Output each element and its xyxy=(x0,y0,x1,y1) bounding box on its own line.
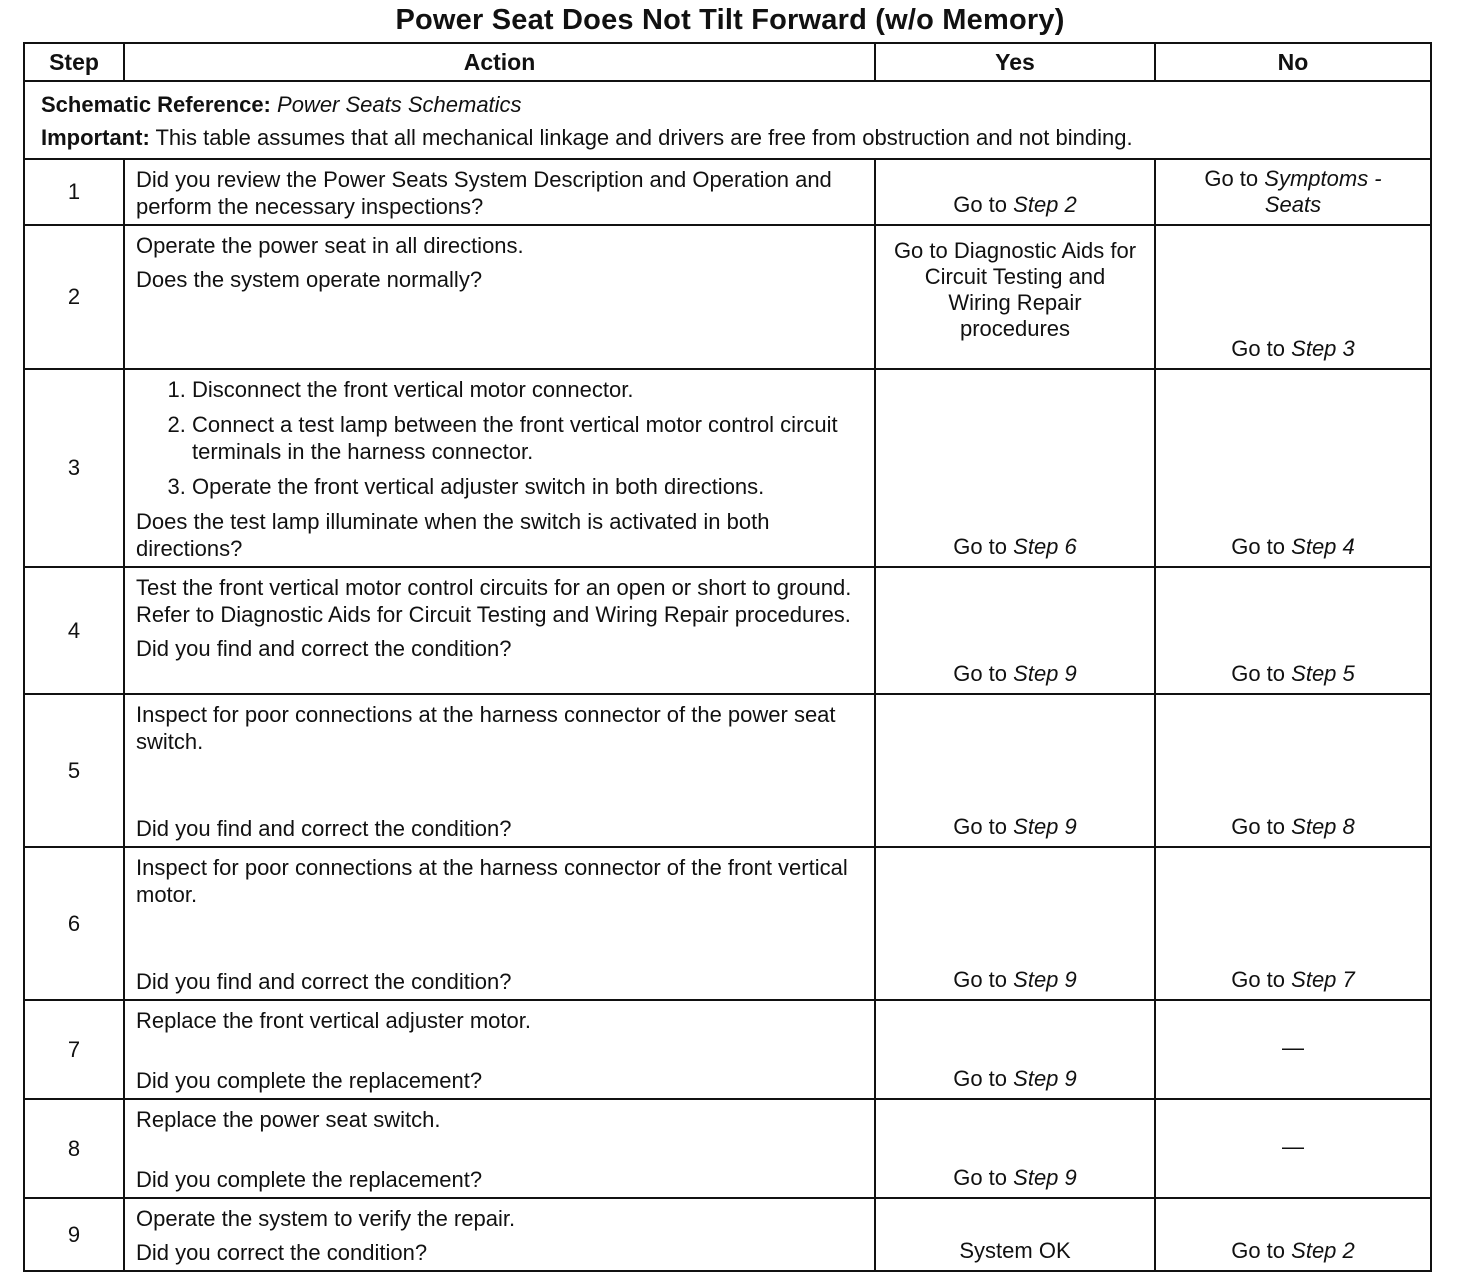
action-wrap xyxy=(136,1007,864,1094)
action-wrap xyxy=(136,854,864,995)
yes-link[interactable]: Step 6 xyxy=(1013,534,1077,559)
no-link[interactable]: Step 8 xyxy=(1291,814,1355,839)
no-cell xyxy=(1155,159,1431,225)
no-prefix: Go to xyxy=(1204,166,1259,191)
no-cell xyxy=(1155,369,1431,567)
step-number: 7 xyxy=(24,1000,124,1099)
action-question: Does the system operate normally? xyxy=(136,267,483,292)
action-question: Did you complete the replacement? xyxy=(136,1068,483,1093)
yes-cell xyxy=(875,225,1155,369)
action-text: Replace the power seat switch. xyxy=(136,1107,441,1132)
table-row xyxy=(24,225,1431,369)
action-cell xyxy=(124,567,875,694)
yes-prefix: Go to xyxy=(953,1165,1008,1190)
yes-cell xyxy=(875,1198,1155,1271)
table-row xyxy=(24,369,1431,567)
no-link[interactable]: Symptoms - Seats xyxy=(1264,166,1382,217)
yes-cell xyxy=(875,847,1155,1000)
list-item: 1. Disconnect the front vertical motor connector. xyxy=(192,376,864,403)
action-cell xyxy=(124,159,875,225)
action-text: Test the front vertical motor control circuits for an open or short to ground. Refer to Diagnostic Aids for Circuit Testing and Wiring Repair procedures. xyxy=(136,575,852,627)
action-question: Did you find and correct the condition? xyxy=(136,816,512,841)
table-row xyxy=(24,1099,1431,1198)
action-wrap xyxy=(136,1106,864,1193)
info-row xyxy=(24,81,1431,159)
yes-link[interactable]: Step 9 xyxy=(1013,661,1077,686)
no-header: No xyxy=(1155,43,1431,81)
info-cell xyxy=(24,81,1431,159)
no-link[interactable]: Step 2 xyxy=(1291,1238,1355,1263)
action-cell xyxy=(124,1099,875,1198)
schematic-label: Schematic Reference: xyxy=(41,92,271,117)
no-link[interactable]: Step 5 xyxy=(1291,661,1355,686)
yes-link[interactable]: Step 2 xyxy=(1013,192,1077,217)
no-cell xyxy=(1155,1000,1431,1099)
action-text: Inspect for poor connections at the harness connector of the front vertical motor. xyxy=(136,855,848,907)
list-item: 3. Operate the front vertical adjuster switch in both directions. xyxy=(192,473,864,500)
step-number: 9 xyxy=(24,1198,124,1271)
important-note xyxy=(41,121,1414,154)
table-row xyxy=(24,694,1431,847)
no-cell xyxy=(1155,567,1431,694)
action-text: Replace the front vertical adjuster motor. xyxy=(136,1008,531,1033)
no-prefix: Go to xyxy=(1231,814,1286,839)
action-text: Operate the system to verify the repair. xyxy=(136,1206,516,1231)
table-row xyxy=(24,847,1431,1000)
yes-cell xyxy=(875,567,1155,694)
step-number: 2 xyxy=(24,225,124,369)
page-title: Power Seat Does Not Tilt Forward (w/o Memory) xyxy=(395,4,1065,36)
important-label: Important: xyxy=(41,125,150,150)
action-text: Inspect for poor connections at the harness connector of the power seat switch. xyxy=(136,702,836,754)
yes-prefix: Go to xyxy=(953,534,1008,559)
action-question: Did you correct the condition? xyxy=(136,1240,428,1265)
no-prefix: Go to xyxy=(1231,1238,1286,1263)
step-number: 4 xyxy=(24,567,124,694)
schematic-reference xyxy=(41,88,1414,121)
yes-header: Yes xyxy=(875,43,1155,81)
no-prefix: Go to xyxy=(1231,967,1286,992)
yes-link[interactable]: Go to Diagnostic Aids for Circuit Testing and Wiring Repair procedures xyxy=(893,238,1137,341)
yes-prefix: Go to xyxy=(953,814,1008,839)
action-cell xyxy=(124,847,875,1000)
table-row xyxy=(24,1198,1431,1271)
table-row xyxy=(24,1000,1431,1099)
yes-prefix: Go to xyxy=(953,967,1008,992)
step-number: 8 xyxy=(24,1099,124,1198)
no-dash: — xyxy=(1282,1034,1304,1060)
yes-prefix: Go to xyxy=(953,192,1008,217)
action-question: Does the test lamp illuminate when the switch is activated in both directions? xyxy=(136,509,770,561)
no-prefix: Go to xyxy=(1231,661,1286,686)
no-link[interactable]: Step 3 xyxy=(1291,336,1355,361)
step-header: Step xyxy=(24,43,124,81)
yes-link[interactable]: Step 9 xyxy=(1013,1066,1077,1091)
step-number: 1 xyxy=(24,159,124,225)
yes-cell xyxy=(875,694,1155,847)
list-item: 2. Connect a test lamp between the front vertical motor control circuit terminals in the harness connector. xyxy=(192,411,864,465)
action-text: Operate the power seat in all directions. xyxy=(136,233,524,258)
yes-cell xyxy=(875,1099,1155,1198)
no-cell xyxy=(1155,1099,1431,1198)
yes-link[interactable]: Step 9 xyxy=(1013,967,1077,992)
schematic-link[interactable]: Power Seats Schematics xyxy=(277,92,522,117)
table-row xyxy=(24,159,1431,225)
yes-link[interactable]: Step 9 xyxy=(1013,814,1077,839)
table-row xyxy=(24,567,1431,694)
action-question: Did you find and correct the condition? xyxy=(136,969,512,994)
action-cell xyxy=(124,694,875,847)
yes-cell xyxy=(875,369,1155,567)
no-link[interactable]: Step 7 xyxy=(1291,967,1355,992)
action-cell xyxy=(124,1198,875,1271)
yes-cell xyxy=(875,159,1155,225)
step-number: 6 xyxy=(24,847,124,1000)
important-text: This table assumes that all mechanical linkage and drivers are free from obstruction and not binding. xyxy=(155,125,1133,150)
procedure-list xyxy=(136,376,864,500)
action-header: Action xyxy=(124,43,875,81)
yes-cell xyxy=(875,1000,1155,1099)
action-question: Did you find and correct the condition? xyxy=(136,636,512,661)
yes-text: System OK xyxy=(959,1238,1071,1263)
step-number: 3 xyxy=(24,369,124,567)
action-cell xyxy=(124,369,875,567)
action-question: Did you complete the replacement? xyxy=(136,1167,483,1192)
action-wrap xyxy=(136,701,864,842)
no-cell xyxy=(1155,847,1431,1000)
step-number: 5 xyxy=(24,694,124,847)
no-cell xyxy=(1155,1198,1431,1271)
yes-prefix: Go to xyxy=(953,1066,1008,1091)
no-prefix: Go to xyxy=(1231,534,1286,559)
no-prefix: Go to xyxy=(1231,336,1286,361)
action-text: Did you review the Power Seats System Description and Operation and perform the necessary inspections? xyxy=(136,167,832,219)
no-cell xyxy=(1155,694,1431,847)
no-cell xyxy=(1155,225,1431,369)
no-link[interactable]: Step 4 xyxy=(1291,534,1355,559)
action-cell xyxy=(124,225,875,369)
yes-link[interactable]: Step 9 xyxy=(1013,1165,1077,1190)
no-dash: — xyxy=(1282,1133,1304,1159)
diagnostic-table xyxy=(23,42,1432,1272)
action-cell xyxy=(124,1000,875,1099)
header-row xyxy=(24,43,1431,81)
yes-prefix: Go to xyxy=(953,661,1008,686)
